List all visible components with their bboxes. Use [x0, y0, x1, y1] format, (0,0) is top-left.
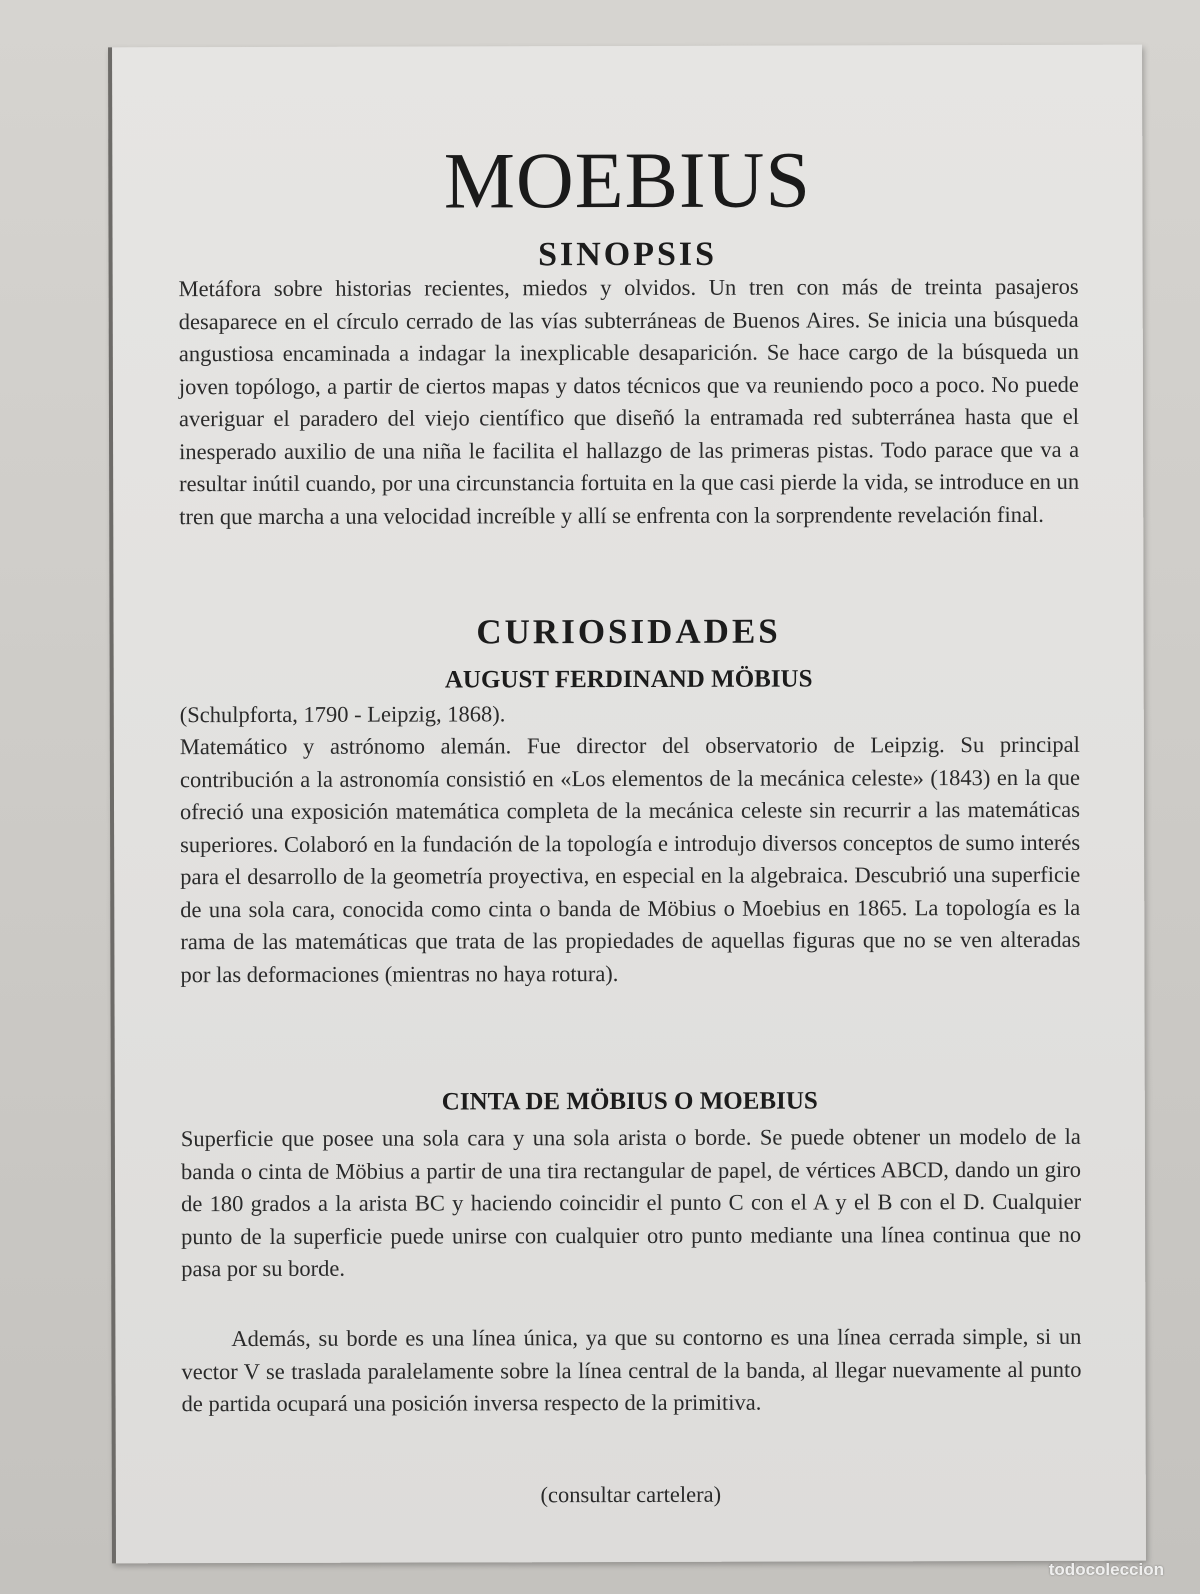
mobius-biography: Matemático y astrónomo alemán. Fue director del observatorio de Leipzig. Su principal contribución a la astronomía consistió en «Los elementos de la mecánica celeste» (1843) en la que ofreció una exposición matemática completa de la mecánica celeste sin recurrir a las matemáticas superiores. Colaboró en la fundación de la topología e introdujo diversos conceptos de sumo interés para el desarrollo de la geometría proyectiva, en especial en la algebraica. Descubrió una superficie de una sola cara, conocida como cinta o banda de Möbius o Moebius en 1865. La topología es la rama de las matemáticas que trata de las propiedades de aquellas figuras que no se ven alteradas por las deformaciones (mientras no haya rotura). [179, 731, 1081, 987]
mobius-dates: (Schulpforta, 1790 - Leipzig, 1868). [179, 701, 506, 728]
cinta-paragraph-1: Superficie que posee una sola cara y una sola arista o borde. Se puede obtener un modelo de la banda o cinta de Möbius a partir de una tira rectangular de papel, de vértices ABCD, dando un giro de 180 grados a la arista BC y haciendo coincidir el punto C con el A y el B con el D. Cualquier punto de la superficie puede unirse con cualquier otro punto mediante una línea continua que no pasa por su borde. [180, 1123, 1082, 1282]
watermark: todocoleccion [1048, 1560, 1164, 1579]
mobius-person-heading: AUGUST FERDINAND MÖBIUS [444, 665, 813, 694]
info-card [108, 45, 1146, 1564]
cinta-paragraph-2: Además, su borde es una línea única, ya que su contorno es una línea cerrada simple, si un vector V se traslada paralelamente sobre la línea central de la banda, al llegar nuevamente al punto de partida ocupará una posición inversa respecto de la primitiva. [181, 1323, 1082, 1417]
sinopsis-text: Metáfora sobre historias recientes, miedos y olvidos. Un tren con más de treinta pasajeros desaparece en el círculo cerrado de las vías subterráneas de Buenos Aires. Se inicia una búsqueda angustiosa encaminada a indagar la inexplicable desaparición. Se hace cargo de la búsqueda un joven topólogo, a partir de ciertos mapas y datos técnicos que va reuniendo poco a poco. No puede averiguar el paradero del viejo científico que diseñó la entramada red subterránea hasta que el inesperado auxilio de una niña le facilita el hallazgo de las primeras pistas. Todo parace que va a resultar inútil cuando, por una circunstancia fortuita en la que casi pierde la vida, se introduce en un tren que marcha a una velocidad increíble y allí se enfrenta con la sorprendente revelación final. [178, 273, 1080, 529]
curiosidades-heading: CURIOSIDADES [476, 611, 781, 652]
footer-note: (consultar cartelera) [540, 1481, 722, 1508]
document-title: MOEBIUS [443, 136, 811, 226]
cinta-heading: CINTA DE MÖBIUS O MOEBIUS [441, 1087, 818, 1116]
sinopsis-heading: SINOPSIS [538, 235, 718, 274]
